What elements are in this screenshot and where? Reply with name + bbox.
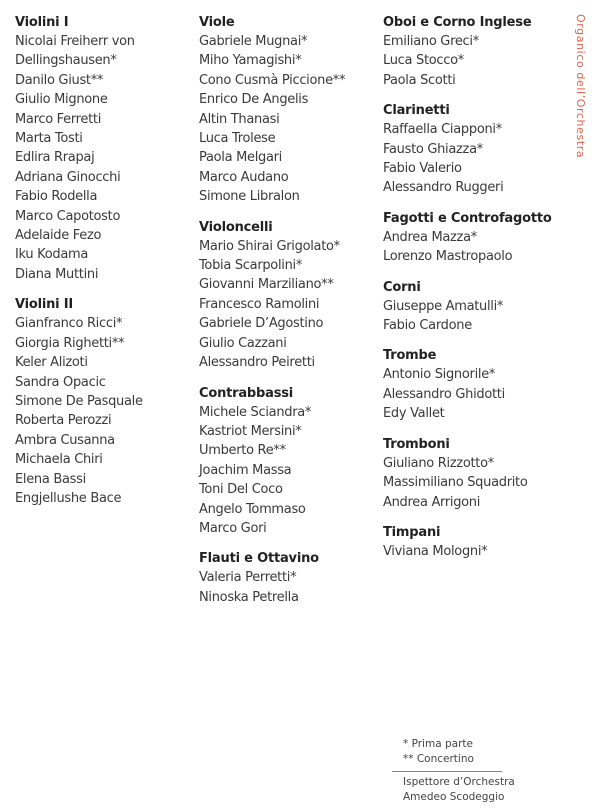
member-name: Umberto Re**: [199, 443, 286, 459]
member-name: Antonio Signorile*: [383, 367, 496, 383]
member-name: Engjellushe Bace: [15, 490, 122, 506]
member-name: Luca Trolese: [199, 131, 276, 147]
legend-concertino: ** Concertino: [403, 753, 474, 765]
section-tromboni: [383, 436, 573, 512]
member-name: Edlira Rrapaj: [15, 150, 95, 166]
member-name: Marco Capotosto: [15, 208, 121, 224]
member-name: Ambra Cusanna: [15, 432, 115, 448]
inspector-block: [403, 775, 515, 805]
member-name: Toni Del Coco: [199, 482, 283, 498]
legend: [403, 737, 474, 767]
section-heading: Timpani: [383, 524, 441, 540]
member-name: Tobia Scarpolini*: [199, 258, 303, 274]
member-name: Viviana Mologni*: [383, 543, 488, 559]
section-heading: Contrabbassi: [199, 385, 294, 401]
section-heading: Trombe: [383, 348, 437, 364]
member-name: Raffaella Ciapponi*: [383, 122, 502, 138]
section-heading: Clarinetti: [383, 103, 450, 119]
section-heading: Oboi e Corno Inglese: [383, 15, 532, 30]
member-name: Simone De Pasquale: [15, 393, 143, 409]
section-flauti-e-ottavino: [199, 550, 379, 607]
section-trombe: [383, 347, 573, 423]
member-name: Emiliano Greci*: [383, 34, 479, 49]
section-fagotti-e-controfagotto: [383, 210, 573, 267]
member-name: Cono Cusmà Piccione**: [199, 72, 346, 88]
section-viole: [199, 14, 379, 207]
member-name: Andrea Mazza*: [383, 229, 477, 245]
member-name: Michele Sciandra*: [199, 404, 312, 420]
member-name: Alessandro Peiretti: [199, 355, 315, 371]
member-name: Giovanni Marziliano**: [199, 277, 334, 293]
member-name: Nicolai Freiherr von: [15, 34, 135, 49]
column-3: [383, 14, 573, 573]
member-name: Marta Tosti: [15, 131, 83, 147]
member-name: Marco Gori: [199, 520, 267, 536]
member-name: Andrea Arrigoni: [383, 494, 481, 510]
member-name: Giulio Cazzani: [199, 335, 287, 351]
member-name: Gabriele D’Agostino: [199, 316, 324, 332]
member-name: Alessandro Ghidotti: [383, 386, 505, 402]
member-name: Enrico De Angelis: [199, 92, 309, 108]
member-name: Paola Scotti: [383, 72, 456, 88]
section-heading: Violini II: [15, 297, 74, 313]
member-name: Alessandro Ruggeri: [383, 180, 504, 196]
legend-divider: [392, 771, 502, 772]
section-heading: Fagotti e Controfagotto: [383, 210, 552, 226]
section-corni: [383, 279, 573, 336]
member-name: Danilo Giust**: [15, 72, 104, 88]
member-name: Fabio Rodella: [15, 189, 98, 205]
section-heading: Tromboni: [383, 436, 450, 452]
section-contrabbassi: [199, 385, 379, 539]
member-name: Dellingshausen*: [15, 53, 117, 69]
member-name: Altin Thanasi: [199, 111, 280, 127]
member-name: Roberta Perozzi: [15, 413, 112, 429]
member-name: Ninoska Petrella: [199, 589, 299, 605]
column-2: [199, 14, 379, 619]
member-name: Massimiliano Squadrito: [383, 475, 528, 491]
member-name: Diana Muttini: [15, 266, 99, 282]
inspector-name: Amedeo Scodeggio: [403, 791, 505, 803]
member-name: Giuseppe Amatulli*: [383, 298, 504, 314]
member-name: Lorenzo Mastropaolo: [383, 249, 513, 265]
member-name: Adriana Ginocchi: [15, 169, 121, 185]
member-name: Edy Vallet: [383, 406, 445, 422]
member-name: Giorgia Righetti**: [15, 335, 125, 351]
side-title: Organico dell’Orchestra: [574, 14, 587, 159]
member-name: Giulio Mignone: [15, 92, 108, 108]
member-name: Francesco Ramolini: [199, 296, 320, 312]
section-clarinetti: [383, 102, 573, 198]
member-name: Iku Kodama: [15, 247, 89, 263]
member-name: Valeria Perretti*: [199, 570, 297, 586]
member-name: Miho Yamagishi*: [199, 53, 302, 69]
section-violini-ii: [15, 296, 195, 508]
member-name: Joachim Massa: [199, 462, 292, 478]
section-heading: Violoncelli: [199, 219, 273, 235]
member-name: Simone Libralon: [199, 189, 300, 205]
column-1: [15, 14, 195, 520]
section-heading: Flauti e Ottavino: [199, 551, 319, 567]
section-heading: Viole: [199, 15, 235, 30]
section-oboi-e-corno-inglese: [383, 14, 573, 90]
member-name: Marco Audano: [199, 169, 289, 185]
section-violoncelli: [199, 219, 379, 373]
member-name: Giuliano Rizzotto*: [383, 455, 494, 471]
member-name: Sandra Opacic: [15, 374, 106, 390]
member-name: Paola Melgari: [199, 150, 282, 166]
section-heading: Violini I: [15, 15, 69, 30]
member-name: Fabio Cardone: [383, 318, 472, 334]
member-name: Kastriot Mersini*: [199, 423, 302, 439]
member-name: Angelo Tommaso: [199, 501, 306, 517]
section-heading: Corni: [383, 279, 421, 295]
legend-prima-parte: * Prima parte: [403, 738, 473, 750]
inspector-role: Ispettore d’Orchestra: [403, 776, 515, 788]
member-name: Adelaide Fezo: [15, 228, 102, 244]
section-violini-i: [15, 14, 195, 284]
member-name: Keler Alizoti: [15, 355, 88, 371]
member-name: Mario Shirai Grigolato*: [199, 238, 340, 254]
member-name: Gianfranco Ricci*: [15, 316, 123, 332]
section-timpani: [383, 524, 573, 561]
member-name: Gabriele Mugnai*: [199, 34, 308, 49]
member-name: Fabio Valerio: [383, 161, 462, 177]
member-name: Fausto Ghiazza*: [383, 141, 483, 157]
member-name: Luca Stocco*: [383, 53, 464, 69]
member-name: Michaela Chiri: [15, 452, 103, 468]
member-name: Marco Ferretti: [15, 111, 102, 127]
member-name: Elena Bassi: [15, 471, 86, 487]
